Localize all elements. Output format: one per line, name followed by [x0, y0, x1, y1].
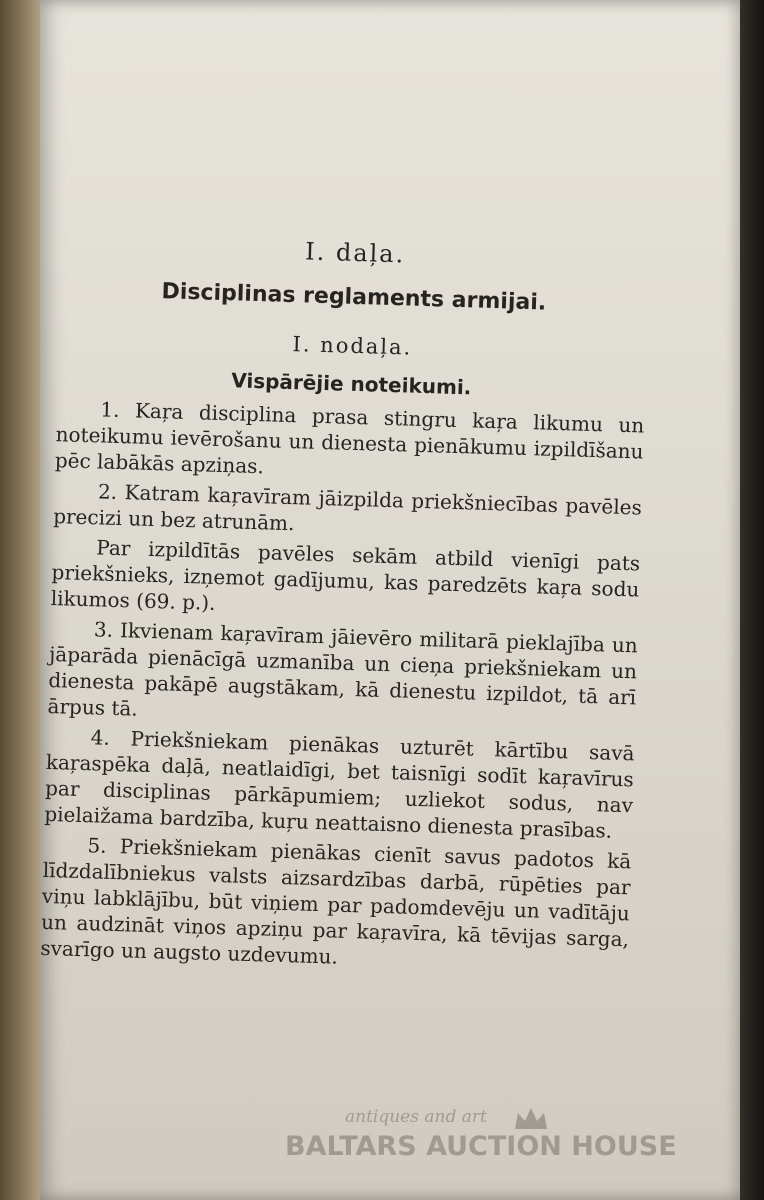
- paragraph-5: 5. Priekšniekam pienākas cienīt savus padotos kā līdzdalībniekus valsts aizsardzības darbā, rūpēties par viņu labklājību, būt viņiem par padomdevēju un vadītāju un audzināt viņos apziņu par kaŗavīra, kā tēvijas sarga, svarīgo un augsto uzdevumu.: [40, 833, 632, 969]
- page-text: [34, 222, 656, 982]
- crown-icon: [513, 1105, 549, 1131]
- watermark-brand: BALTARS AUCTION HOUSE: [285, 1131, 677, 1162]
- watermark: [285, 1105, 685, 1175]
- paragraph-2: 2. Katram kaŗavīram jāizpilda priekšniecības pavēles precizi un bez atrunām.: [52, 479, 643, 536]
- paragraph-3: 3. Ikvienam kaŗavīram jāievēro militarā pieklajība un jāparāda pienācīgā uzmanība un cieņa priekšniekam un dienesta pakāpē augstākam, kā dienestu izpildot, tā arī ārpus tā.: [47, 617, 639, 721]
- book-page: [40, 0, 740, 1200]
- regulation-title: Disciplinas reglaments armijai.: [161, 279, 547, 316]
- paragraph-4: 4. Priekšniekam pienākas uzturēt kārtību savā kaŗaspēka daļā, neatlaidīgi, bet taisnīgi sodīt kaŗavīrus par disciplinas pārkāpumiem; uzliekot sodus, nav pielaižama bardzība, kuŗu neattaisno dienesta prasības.: [44, 725, 635, 843]
- book-spine-edge: [0, 0, 44, 1200]
- section-title: Vispārējie noteikumi.: [230, 368, 472, 400]
- part-title: I. daļa.: [304, 237, 406, 269]
- paragraph-1: 1. Kaŗa disciplina prasa stingru kaŗa likumu un noteikumu ievērošanu un dienesta pienākumu izpildīšanu pēc labākās apziņas.: [54, 397, 645, 479]
- watermark-tagline: antiques and art: [345, 1107, 487, 1127]
- paragraph-2-note: Par izpildītās pavēles sekām atbild vienīgi pats priekšnieks, izņemot gadījumu, kas paredzēts kaŗa sodu likumos (69. p.).: [50, 535, 641, 615]
- chapter-title: I. nodaļa.: [292, 332, 413, 360]
